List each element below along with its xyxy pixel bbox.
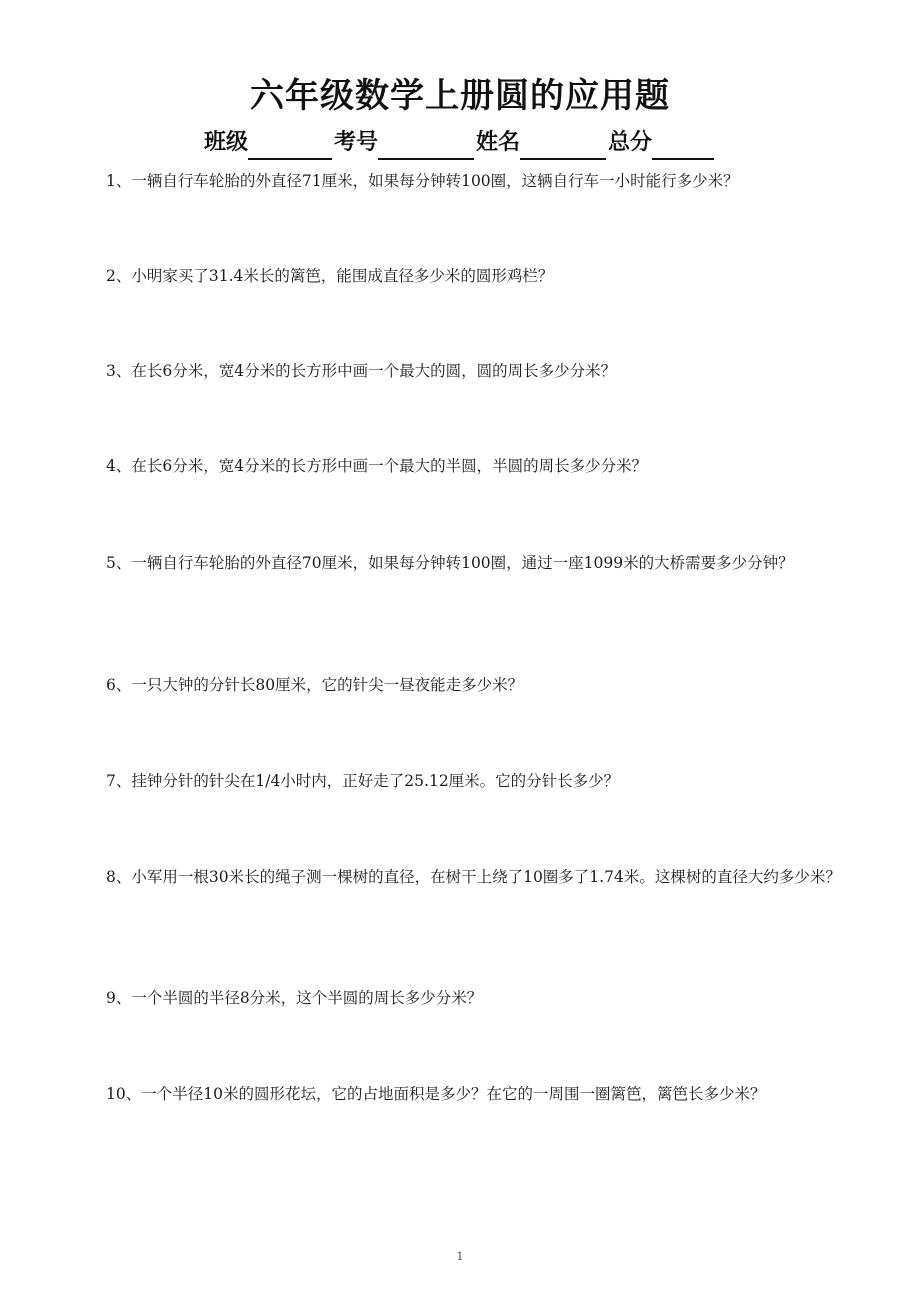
class-field (204, 126, 334, 160)
question-2: 2、小明家买了31.4米长的篱笆，能围成直径多少米的圆形鸡栏？ (106, 267, 554, 285)
name-label: 姓名 (476, 130, 521, 155)
name-blank (520, 132, 606, 160)
score-blank (652, 132, 714, 160)
score-label: 总分 (608, 130, 653, 155)
question-7: 7、挂钟分针的针尖在1/4小时内，正好走了25.12厘米。它的分针长多少？ (106, 772, 620, 790)
question-3: 3、在长6分米，宽4分米的长方形中画一个最大的圆，圆的周长多少分米？ (106, 362, 617, 380)
question-1: 1、一辆自行车轮胎的外直径71厘米，如果每分钟转100圈，这辆自行车一小时能行多少米？ (106, 172, 739, 190)
question-6: 6、一只大钟的分针长80厘米，它的针尖一昼夜能走多少米？ (106, 676, 524, 694)
question-10: 10、一个半径10米的圆形花坛，它的占地面积是多少？在它的一周围一圈篱笆，篱笆长多少米？ (106, 1085, 766, 1103)
page-title: 六年级数学上册圆的应用题 (250, 76, 670, 116)
name-field (476, 126, 608, 160)
exam-no-blank (378, 132, 474, 160)
question-9: 9、一个半圆的半径8分米，这个半圆的周长多少分米？ (106, 989, 483, 1007)
page-number: 1 (456, 1250, 464, 1263)
exam-no-label: 考号 (333, 130, 378, 155)
question-8: 8、小军用一根30米长的绳子测一棵树的直径，在树干上绕了10圈多了1.74米。这棵树的直径大约多少米？ (106, 868, 841, 886)
student-info-line (0, 126, 920, 160)
class-label: 班级 (203, 130, 248, 155)
question-4: 4、在长6分米，宽4分米的长方形中画一个最大的半圆，半圆的周长多少分米？ (106, 457, 648, 475)
class-blank (248, 132, 332, 160)
score-field (608, 126, 716, 160)
question-5: 5、一辆自行车轮胎的外直径70厘米，如果每分钟转100圈，通过一座1099米的大桥需要多少分钟？ (106, 554, 794, 572)
exam-no-field (334, 126, 476, 160)
